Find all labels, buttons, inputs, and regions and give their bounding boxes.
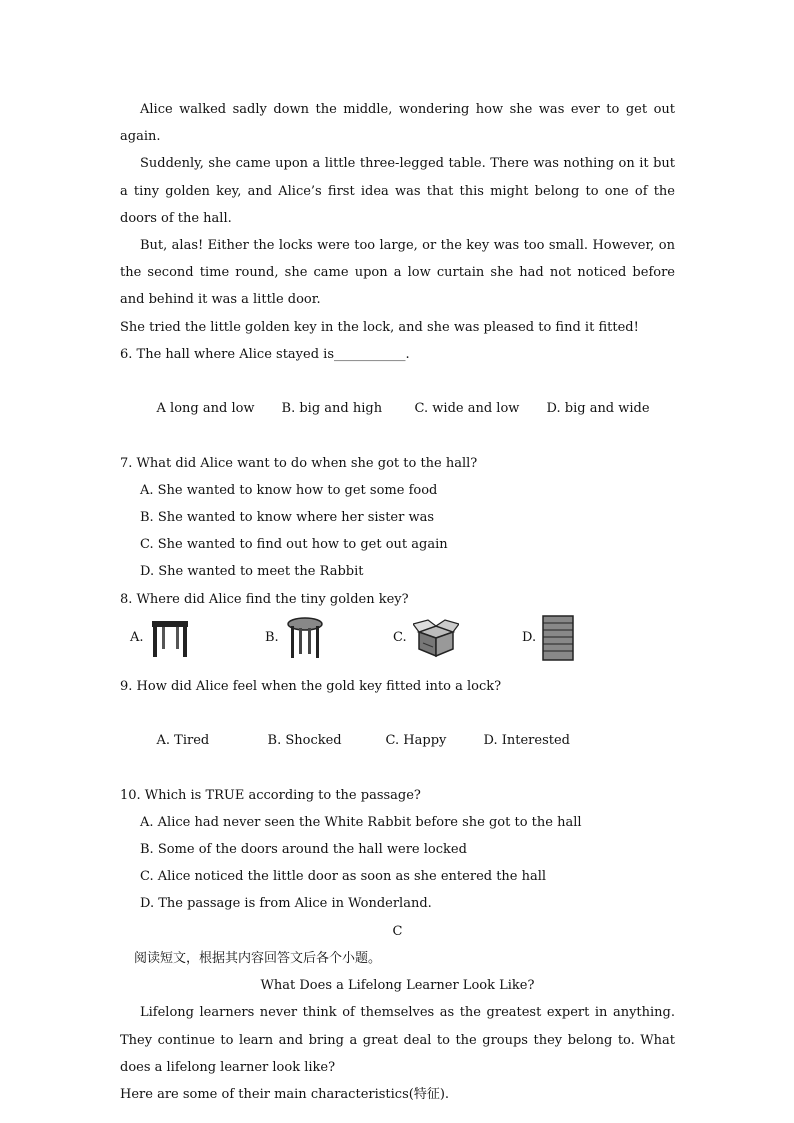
question-9-option-a: A. Tired — [156, 733, 210, 749]
question-10-stem: 10. Which is TRUE according to the passage? — [120, 787, 421, 803]
round-table-icon — [285, 616, 325, 660]
passage-paragraph-3: But, alas! Either the locks were too large, or the key was too small. However, on the second time round, she came upon a low curtain she had not noticed before and behind it was a little door. — [120, 238, 680, 308]
question-8-option-a — [130, 613, 190, 663]
question-7-stem: 7. What did Alice want to do when she got to the hall? — [120, 455, 478, 471]
document-page — [120, 96, 680, 1108]
question-8-pictures — [120, 613, 675, 673]
section-c-title: What Does a Lifelong Learner Look Like? — [260, 978, 535, 994]
question-8-label-d: D. — [522, 630, 537, 646]
question-9-option-d: D. Interested — [483, 733, 570, 749]
question-8-label-a: A. — [130, 630, 144, 646]
question-6-option-d: D. big and wide — [546, 401, 650, 417]
question-7-option-a: A. She wanted to know how to get some food — [140, 482, 438, 498]
cardboard-box-icon — [413, 616, 459, 660]
section-c-paragraph-2: Here are some of their main characteristics(特征). — [120, 1086, 450, 1102]
question-6-option-a: A long and low — [156, 401, 255, 417]
question-7-option-d: D. She wanted to meet the Rabbit — [140, 564, 364, 580]
question-8-label-b: B. — [265, 630, 279, 646]
question-9-stem: 9. How did Alice feel when the gold key fitted into a lock? — [120, 678, 502, 694]
question-9-option-c: C. Happy — [385, 733, 447, 749]
drawer-cabinet-icon — [542, 615, 574, 661]
question-8-stem: 8. Where did Alice find the tiny golden key? — [120, 591, 409, 607]
question-6-stem: 6. The hall where Alice stayed is___________. — [120, 346, 410, 362]
question-9-option-b: B. Shocked — [267, 733, 342, 749]
question-10-option-c: C. Alice noticed the little door as soon as she entered the hall — [140, 869, 547, 885]
section-c-instruction: 阅读短文，根据其内容回答文后各个小题。 — [134, 950, 382, 966]
passage-paragraph-4: She tried the little golden key in the lock, and she was pleased to find it fitted! — [120, 319, 639, 335]
question-6-option-c: C. wide and low — [414, 401, 520, 417]
question-8-option-c — [393, 613, 459, 663]
square-table-icon — [150, 617, 190, 659]
question-7-option-c: C. She wanted to find out how to get out again — [140, 537, 448, 553]
section-c-paragraph-1: Lifelong learners never think of themselves as the greatest expert in anything. They continue to learn and bring a great deal to the groups they belong to. What does a lifelong learner look like? — [120, 1005, 680, 1075]
question-10-option-b: B. Some of the doors around the hall were locked — [140, 842, 467, 858]
question-6-option-b: B. big and high — [281, 401, 383, 417]
question-10-option-a: A. Alice had never seen the White Rabbit before she got to the hall — [140, 814, 582, 830]
question-6-options — [120, 368, 675, 450]
question-8-option-d — [522, 613, 574, 663]
question-9-options — [120, 700, 675, 782]
passage-paragraph-1: Alice walked sadly down the middle, wondering how she was ever to get out again. — [120, 102, 680, 145]
section-c-letter: C — [392, 923, 403, 939]
question-8-label-c: C. — [393, 630, 407, 646]
passage-paragraph-2: Suddenly, she came upon a little three-legged table. There was nothing on it but a tiny golden key, and Alice’s first idea was that this might belong to one of the doors of the hall. — [120, 156, 680, 226]
question-10-option-d: D. The passage is from Alice in Wonderland. — [140, 896, 432, 912]
question-7-option-b: B. She wanted to know where her sister was — [140, 510, 435, 526]
question-8-option-b — [265, 613, 325, 663]
